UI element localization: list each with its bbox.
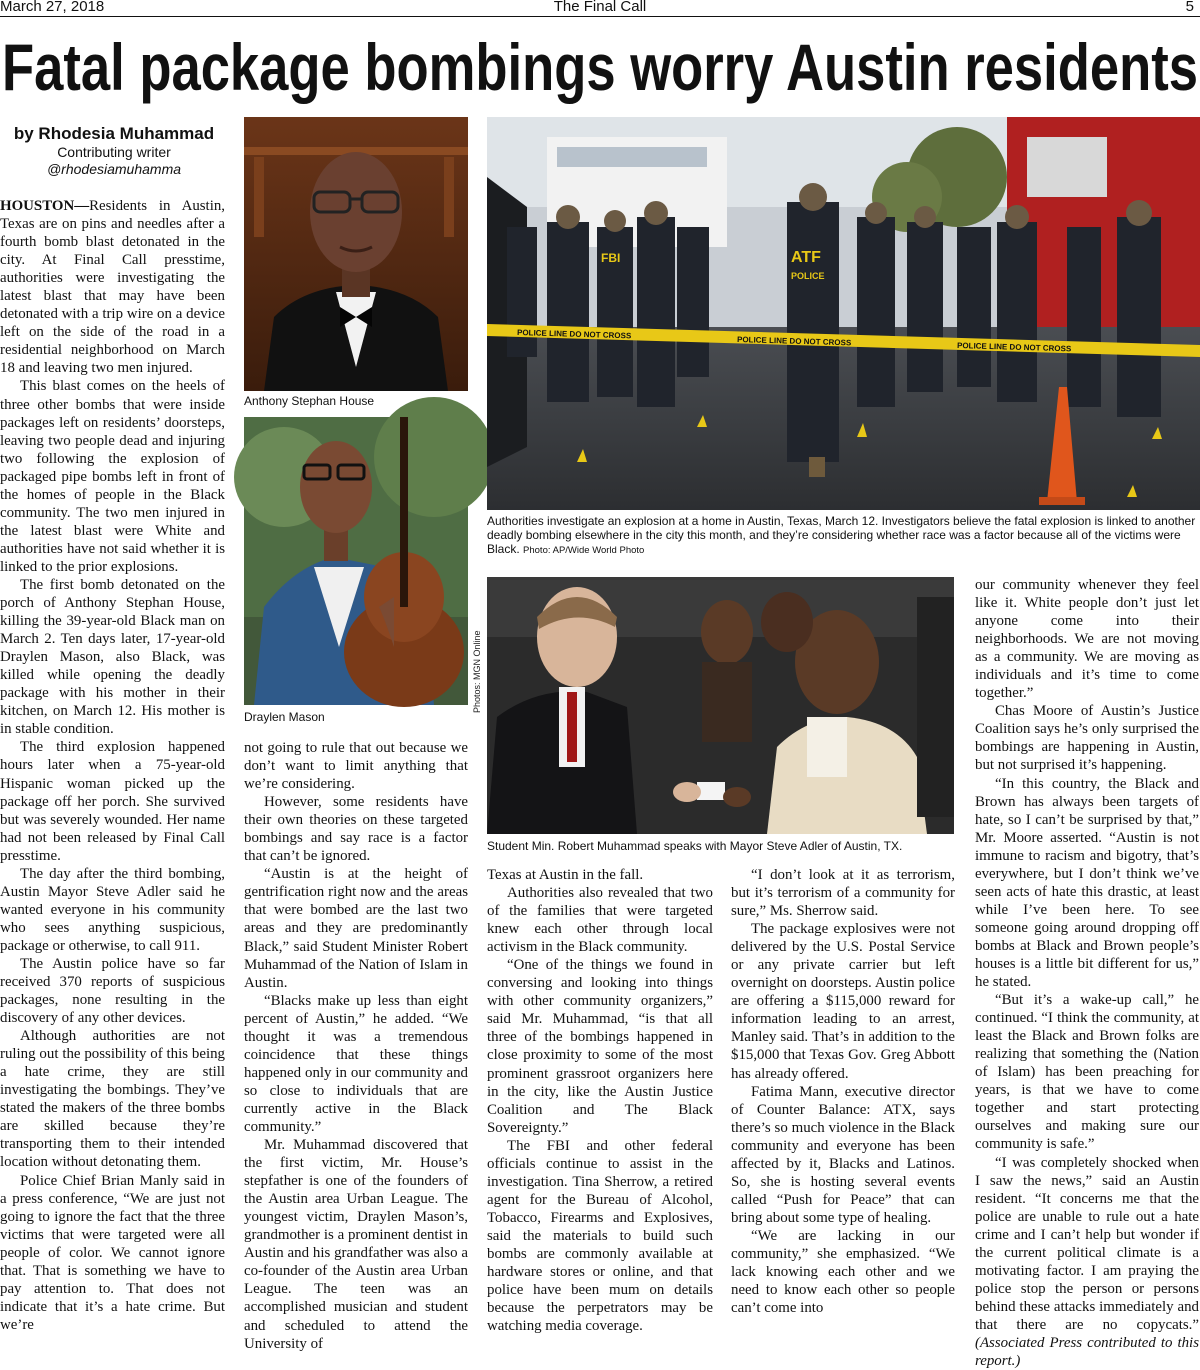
byline-role: Contributing writer: [57, 144, 171, 160]
col1-paragraph: The day after the third bombing, Austin Mayor Steve Adler said he wanted everyone in his community who sees anything suspicious, package or otherwise, to call 911.: [0, 865, 225, 954]
col4-paragraph: “I don’t look at it as terrorism, but it’s terrorism of a community for sure,” Ms. Sherrow said.: [731, 867, 955, 920]
col1-paragraph: The first bomb detonated on the porch of Anthony Stephan House, killing the 39-year-old Black man on March 2. Ten days later, 17-year-old Draylen Mason, also Black, was killed while opening the deadly package with his mother in their kitchen, on March 12. His mother is in stable condition.: [0, 576, 225, 738]
mason-caption: Draylen Mason: [244, 710, 325, 724]
col4-paragraph: Fatima Mann, executive director of Counter Balance: ATX, says there’s so much violence in the Black community and everyone has been affected by it, Blacks and Latinos. So, she is hosting several events called “Push for Peace” that can bring about some type of healing.: [731, 1083, 955, 1226]
col2-paragraph: “Austin is at the height of gentrification right now and the areas that were bombed are the last two areas and they are predominantly Black,” said Student Minister Robert Muhammad of the Nation of Islam in Austin.: [244, 866, 468, 991]
meeting-caption: Student Min. Robert Muhammad speaks with Mayor Steve Adler of Austin, TX.: [487, 839, 903, 853]
col1-paragraph: Residents in Austin, Texas are on pins and needles after a fourth bomb blast detonated in the city. At Final Call presstime, authorities were investigating the latest blast that may have been detonated with a trip wire on a device left on the side of the road in a residential neighborhood on March 18 and leaving two men injured.: [0, 198, 225, 377]
headline: Fatal package bombings worry Austin residents: [2, 30, 1198, 104]
house-portrait-photo: [244, 117, 468, 391]
tape-text: POLICE LINE DO NOT CROSS: [516, 328, 632, 341]
col3-paragraph: Texas at Austin in the fall.: [487, 867, 644, 883]
col2-paragraph: not going to rule that out because we don’t want to limit anything that we’re considering.: [244, 740, 468, 793]
col5-paragraph: “I was completely shocked when I saw the news,” said an Austin resident. “It concerns me that the police are unable to rule out a hate crime and I can’t help but wonder if the current political climate is a motivating factor. I am praying the police stop the person or persons behind these attacks immediately and that there are no copycats.”: [975, 1154, 1199, 1333]
col3-paragraph: “One of the things we found in conversing and looking into things with other community organizers,” said Mr. Muhammad, “is that all three of the bombings happened in close proximity to some of the most prominent grassroot organizers here in the city, like the Austin Justice Coalition and The Black Sovereignty.”: [487, 957, 713, 1136]
col5-paragraph: Chas Moore of Austin’s Justice Coalition says he’s only surprised the bombings are happening in Austin, but not surprised it’s happening.: [975, 703, 1199, 774]
col2-paragraph: However, some residents have their own theories on these targeted bombings and say race is a factor that can’t be ignored.: [244, 794, 468, 865]
col1-paragraph: The Austin police have so far received 370 reports of suspicious packages, none resulting in the discovery of any other devices.: [0, 955, 225, 1027]
article-column-4: [731, 866, 955, 1317]
byline-name: by Rhodesia Muhammad: [13, 124, 215, 143]
police-jacket-text: POLICE: [791, 271, 825, 281]
mason-portrait-photo: [244, 417, 468, 705]
col1-paragraph: This blast comes on the heels of three other bombs that were inside packages left on residents’ doorsteps, leaving two people dead and injuring two following the explosion of packaged pipe bombs left in front of the homes of people in the Black community. The two men injured in the latest blast were White and authorities have not said whether it is linked to the prior explosions.: [0, 378, 225, 575]
article-column-3: [487, 866, 713, 1335]
col3-paragraph: Authorities also revealed that two of the families that were targeted knew each other through local activism in the Black community.: [487, 885, 713, 956]
article-column-5: [975, 576, 1199, 1370]
col2-paragraph: Mr. Muhammad discovered that the first victim, Mr. House’s stepfather is one of the founders of the Austin area Urban League. The youngest victim, Draylen Mason’s, grandmother is a prominent dentist in Austin and his grandfather was also a co-founder of the Austin area Urban League. The teen was an accomplished musician and student and scheduled to attend the University of: [244, 1137, 468, 1352]
tape-text: POLICE LINE DO NOT CROSS: [956, 341, 1072, 354]
col4-paragraph: The package explosives were not delivered by the U.S. Postal Service or any private carrier but left overnight on doorsteps. Austin police are offering a $115,000 reward for information leading to an arrest, Manley said. That’s in addition to the $15,000 that Texas Gov. Greg Abbott has already offered.: [731, 921, 955, 1082]
tape-text: POLICE LINE DO NOT CROSS: [736, 335, 852, 348]
scene-caption-text: Authorities investigate an explosion at a home in Austin, Texas, March 12. Investigators believe the fatal explosion is linked to another deadly bombing elsewhere in the city this month, and they’re considering whether race was a factor because all of the victims were Black.: [487, 514, 1196, 556]
col5-paragraph: “In this country, the Black and Brown has always been targets of hate, so I can’t be surprised by that,” Mr. Moore asserted. “Austin is not immune to racism and bigotry, that’s everywhere, but I don’t think we’ve seen acts of hate this drastic, at least while I’ve been here. To see someone going around dropping off bombs at Black and Brown people’s houses is a little bit different for us,” he stated.: [975, 775, 1199, 991]
contribution-note: (Associated Press contributed to this report.): [975, 1334, 1199, 1370]
article-column-1: [0, 197, 225, 1333]
byline: [0, 124, 228, 178]
meeting-photo: [487, 577, 954, 834]
headline-block: [0, 26, 1200, 104]
scene-caption: [487, 514, 1200, 558]
col1-paragraph: Police Chief Brian Manly said in a press conference, “We are just not going to ignore the fact that the three victims that were targeted were all people of color. We cannot ignore that. That is something we have to pay attention to. That does not indicate that it’s a hate crime. But we’re: [0, 1172, 225, 1333]
page-number: 5: [1185, 0, 1194, 15]
header-rule: [0, 16, 1200, 17]
issue-date: March 27, 2018: [0, 0, 105, 15]
atf-jacket-text: ATF: [791, 249, 821, 266]
crime-scene-photo: [487, 117, 1200, 510]
col4-paragraph: “We are lacking in our community,” she emphasized. “We lack knowing each other and we need to know each other so people can’t come into: [731, 1227, 955, 1317]
col5-paragraph: “But it’s a wake-up call,” he continued. “I think the community, at least the Black and Brown folks are realizing that something the (Nation of Islam) has been preaching for years, is that we have to come together and start protecting ourselves and making sure our community is safe.”: [975, 992, 1199, 1153]
house-caption: Anthony Stephan House: [244, 394, 375, 408]
paper-name: The Final Call: [553, 0, 647, 15]
col2-paragraph: “Blacks make up less than eight percent of Austin,” he added. “We thought it was a tremendous coincidence that these things happened only in our community and so close to individuals that are currently active in the Black community.”: [244, 992, 468, 1135]
dateline: HOUSTON—: [0, 198, 90, 214]
scene-photo-credit: Photo: AP/Wide World Photo: [523, 545, 645, 556]
col1-paragraph: The third explosion happened hours later when a 75-year-old Hispanic woman picked up the package off her porch. She survived but was severely wounded. Her name had not been released by Final Call presstime.: [0, 739, 225, 864]
article-column-2: [244, 739, 468, 1352]
byline-handle: @rhodesiamuhamma: [46, 161, 182, 177]
fbi-jacket-text: FBI: [601, 251, 621, 265]
photos-credit: Photos: MGN Online: [472, 630, 482, 713]
col5-paragraph: our community whenever they feel like it. White people don’t just let anyone come into their neighborhoods. We are not moving as a community. We are moving as individuals and it’s time to come together.”: [975, 577, 1199, 702]
col1-paragraph: Although authorities are not ruling out the possibility of this being a hate crime, they are still investigating the bombings. They’ve stated the makers of the three bombs are skilled because they’re transporting them to their intended location without detonating them.: [0, 1028, 225, 1171]
col3-paragraph: The FBI and other federal officials continue to assist in the investigation. Tina Sherrow, a retired agent for the Bureau of Alcohol, Tobacco, Firearms and Explosives, said the materials to build such bombs are commonly available at hardware stores or online, and that police have been mum on details because the perpetrators may be watching media coverage.: [487, 1137, 713, 1335]
